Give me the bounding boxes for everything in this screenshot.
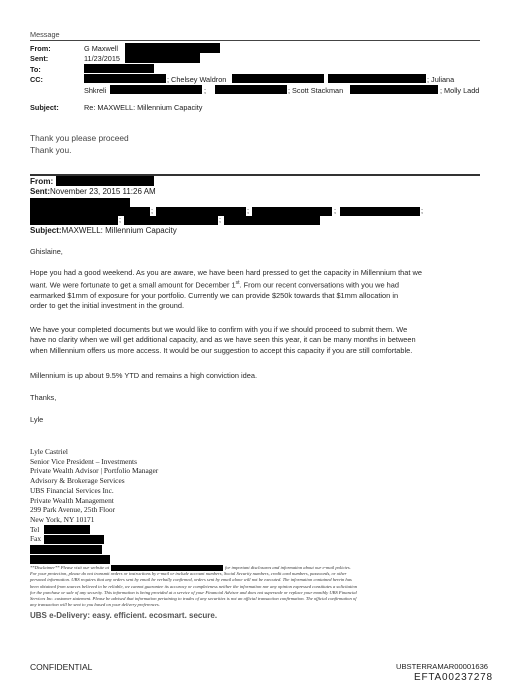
cc-name: ; Chelsey Waldron [167,75,227,84]
orig-sent-value: November 23, 2015 11:26 AM [50,187,156,196]
para-line: order to get the initial investment in the ground. [30,301,185,311]
disclaimer-line: Services Inc. customer statement. Please be advised that information pertaining to trades of any securities is not an official transaction confirmation. The official confirmation of [30,596,357,602]
para-line: when Millennium offers us more access. It would be our suggestion to accept this capacity if you are still comfortable. [30,345,413,355]
redaction-bar [215,85,287,94]
redaction-bar [84,64,154,73]
redaction-bar [110,85,202,94]
to-label: To: [30,65,41,74]
paragraph-1 [30,268,490,312]
orig-sent-label: Sent: [30,187,50,196]
efta-number: EFTA00237278 [414,672,493,683]
redaction-bar [125,43,220,53]
orig-subject-label: Subject: [30,226,62,235]
signature-line: Private Wealth Advisor | Portfolio Manager [30,466,159,476]
message-title: Message [30,30,60,39]
redaction-bar [125,53,200,63]
ubs-tagline: UBS e-Delivery: easy. efficient. ecosmart. secure. [30,611,218,620]
redaction-bar [340,207,420,216]
cc-label: CC: [30,75,43,84]
redaction-bar [30,207,150,216]
orig-subject-value: MAXWELL: Millennium Capacity [61,226,177,235]
para-line: We have your completed documents but we would like to confirm with you if we should proceed to submit them. We [30,325,408,334]
sign-name: Lyle [30,415,44,424]
signature-line: New York, NY 10171 [30,514,95,524]
orig-subject-row [30,226,177,235]
signature-line: 299 Park Avenue, 25th Floor [30,505,116,515]
redaction-bar [328,74,426,83]
cc-name: ; Scott Stackman [288,86,344,95]
disclaimer-line: personal information. UBS requires that any orders sent by email be verbally confirmed, orders sent by email alone will not be executed. The information contained herein has [30,577,352,583]
redaction-bar [232,74,324,83]
from-value: G Maxwell [84,44,119,53]
greeting: Ghislaine, [30,247,63,256]
redaction-bar [111,565,223,571]
subject-value: Re: MAXWELL: Millennium Capacity [84,103,203,112]
redaction-bar [156,207,246,216]
reply-line: Thank you. [30,145,72,155]
redaction-bar [44,525,90,534]
bates-number: UBSTERRAMAR00001636 [396,662,489,671]
redaction-bar [350,85,438,94]
reply-body [30,132,129,156]
disclaimer-line: For your protection, please do not transmit orders or instructions by e-mail or include account numbers, Social Security numbers, credit card numbers, passwords, or other [30,571,347,577]
signature-line: Private Wealth Management [30,495,114,505]
cc-separator: ; [204,86,207,95]
subject-label: Subject: [30,103,59,112]
redaction-bar [44,535,104,544]
cc-name: ; Molly Ladd [440,86,480,95]
disclaimer [30,565,482,608]
signature-line: UBS Financial Services Inc. [30,485,114,495]
paragraph-3: Millennium is up about 9.5% YTD and remains a high conviction idea. [30,371,258,380]
disclaimer-line: **Disclaimer** Please visit our website at for important disclosures and information about our e-mail policies. [30,565,351,571]
para-line: want. We were fortunate to get a small amount for December 1st. From our recent conversations with you we had [30,280,399,290]
from-label: From: [30,44,51,53]
disclaimer-line: for the purchase or sale of any security. This information is being provided at a service of your Financial Advisor and does not supersede or replace your monthly UBS Financial [30,589,357,595]
closing: Thanks, [30,393,57,402]
orig-from-label: From: [30,177,54,186]
fax-label: Fax [30,534,42,544]
paragraph-2 [30,325,500,356]
disclaimer-line: been obtained from sources believed to be reliable, we cannot guarantee its accuracy or completeness neither the information nor any opinion expressed constitutes a solicitation [30,583,358,589]
redaction-bar [252,207,332,216]
sent-value: 11/23/2015 [84,54,120,63]
orig-sent-row [30,187,156,196]
redaction-bar [84,74,166,83]
cc-name: Shkreli [84,86,107,95]
cc-name: ; Juliana [427,75,455,84]
para-line: Hope you had a good weekend. As you are aware, we have been hard pressed to get the capacity in Millennium that we [30,268,422,277]
redaction-bar [124,216,218,225]
redaction-bar [30,545,102,554]
redaction-bar [30,216,118,225]
redaction-bar [56,176,154,186]
header-rule [30,40,480,41]
confidential-label: CONFIDENTIAL [30,662,93,672]
redaction-bar [224,216,320,225]
para-line: earmarked $1mm of exposure for your portfolio. Currently we can provide $250k towards that $1mm allocation in [30,291,399,301]
tel-label: Tel [30,524,40,534]
disclaimer-line: any transaction will be sent to you based on your delivery preferences. [30,602,160,608]
signature-line: Lyle Castriel [30,447,68,456]
redaction-bar [30,555,110,564]
signature-line: Advisory & Brokerage Services [30,476,125,486]
reply-line: Thank you please proceed [30,133,129,143]
sent-label: Sent: [30,54,49,63]
signature-line: Senior Vice President – Investments [30,456,137,466]
para-line: have no clarity when we will get additional capacity, and as we have seen this year, it can be many months in between [30,335,416,345]
